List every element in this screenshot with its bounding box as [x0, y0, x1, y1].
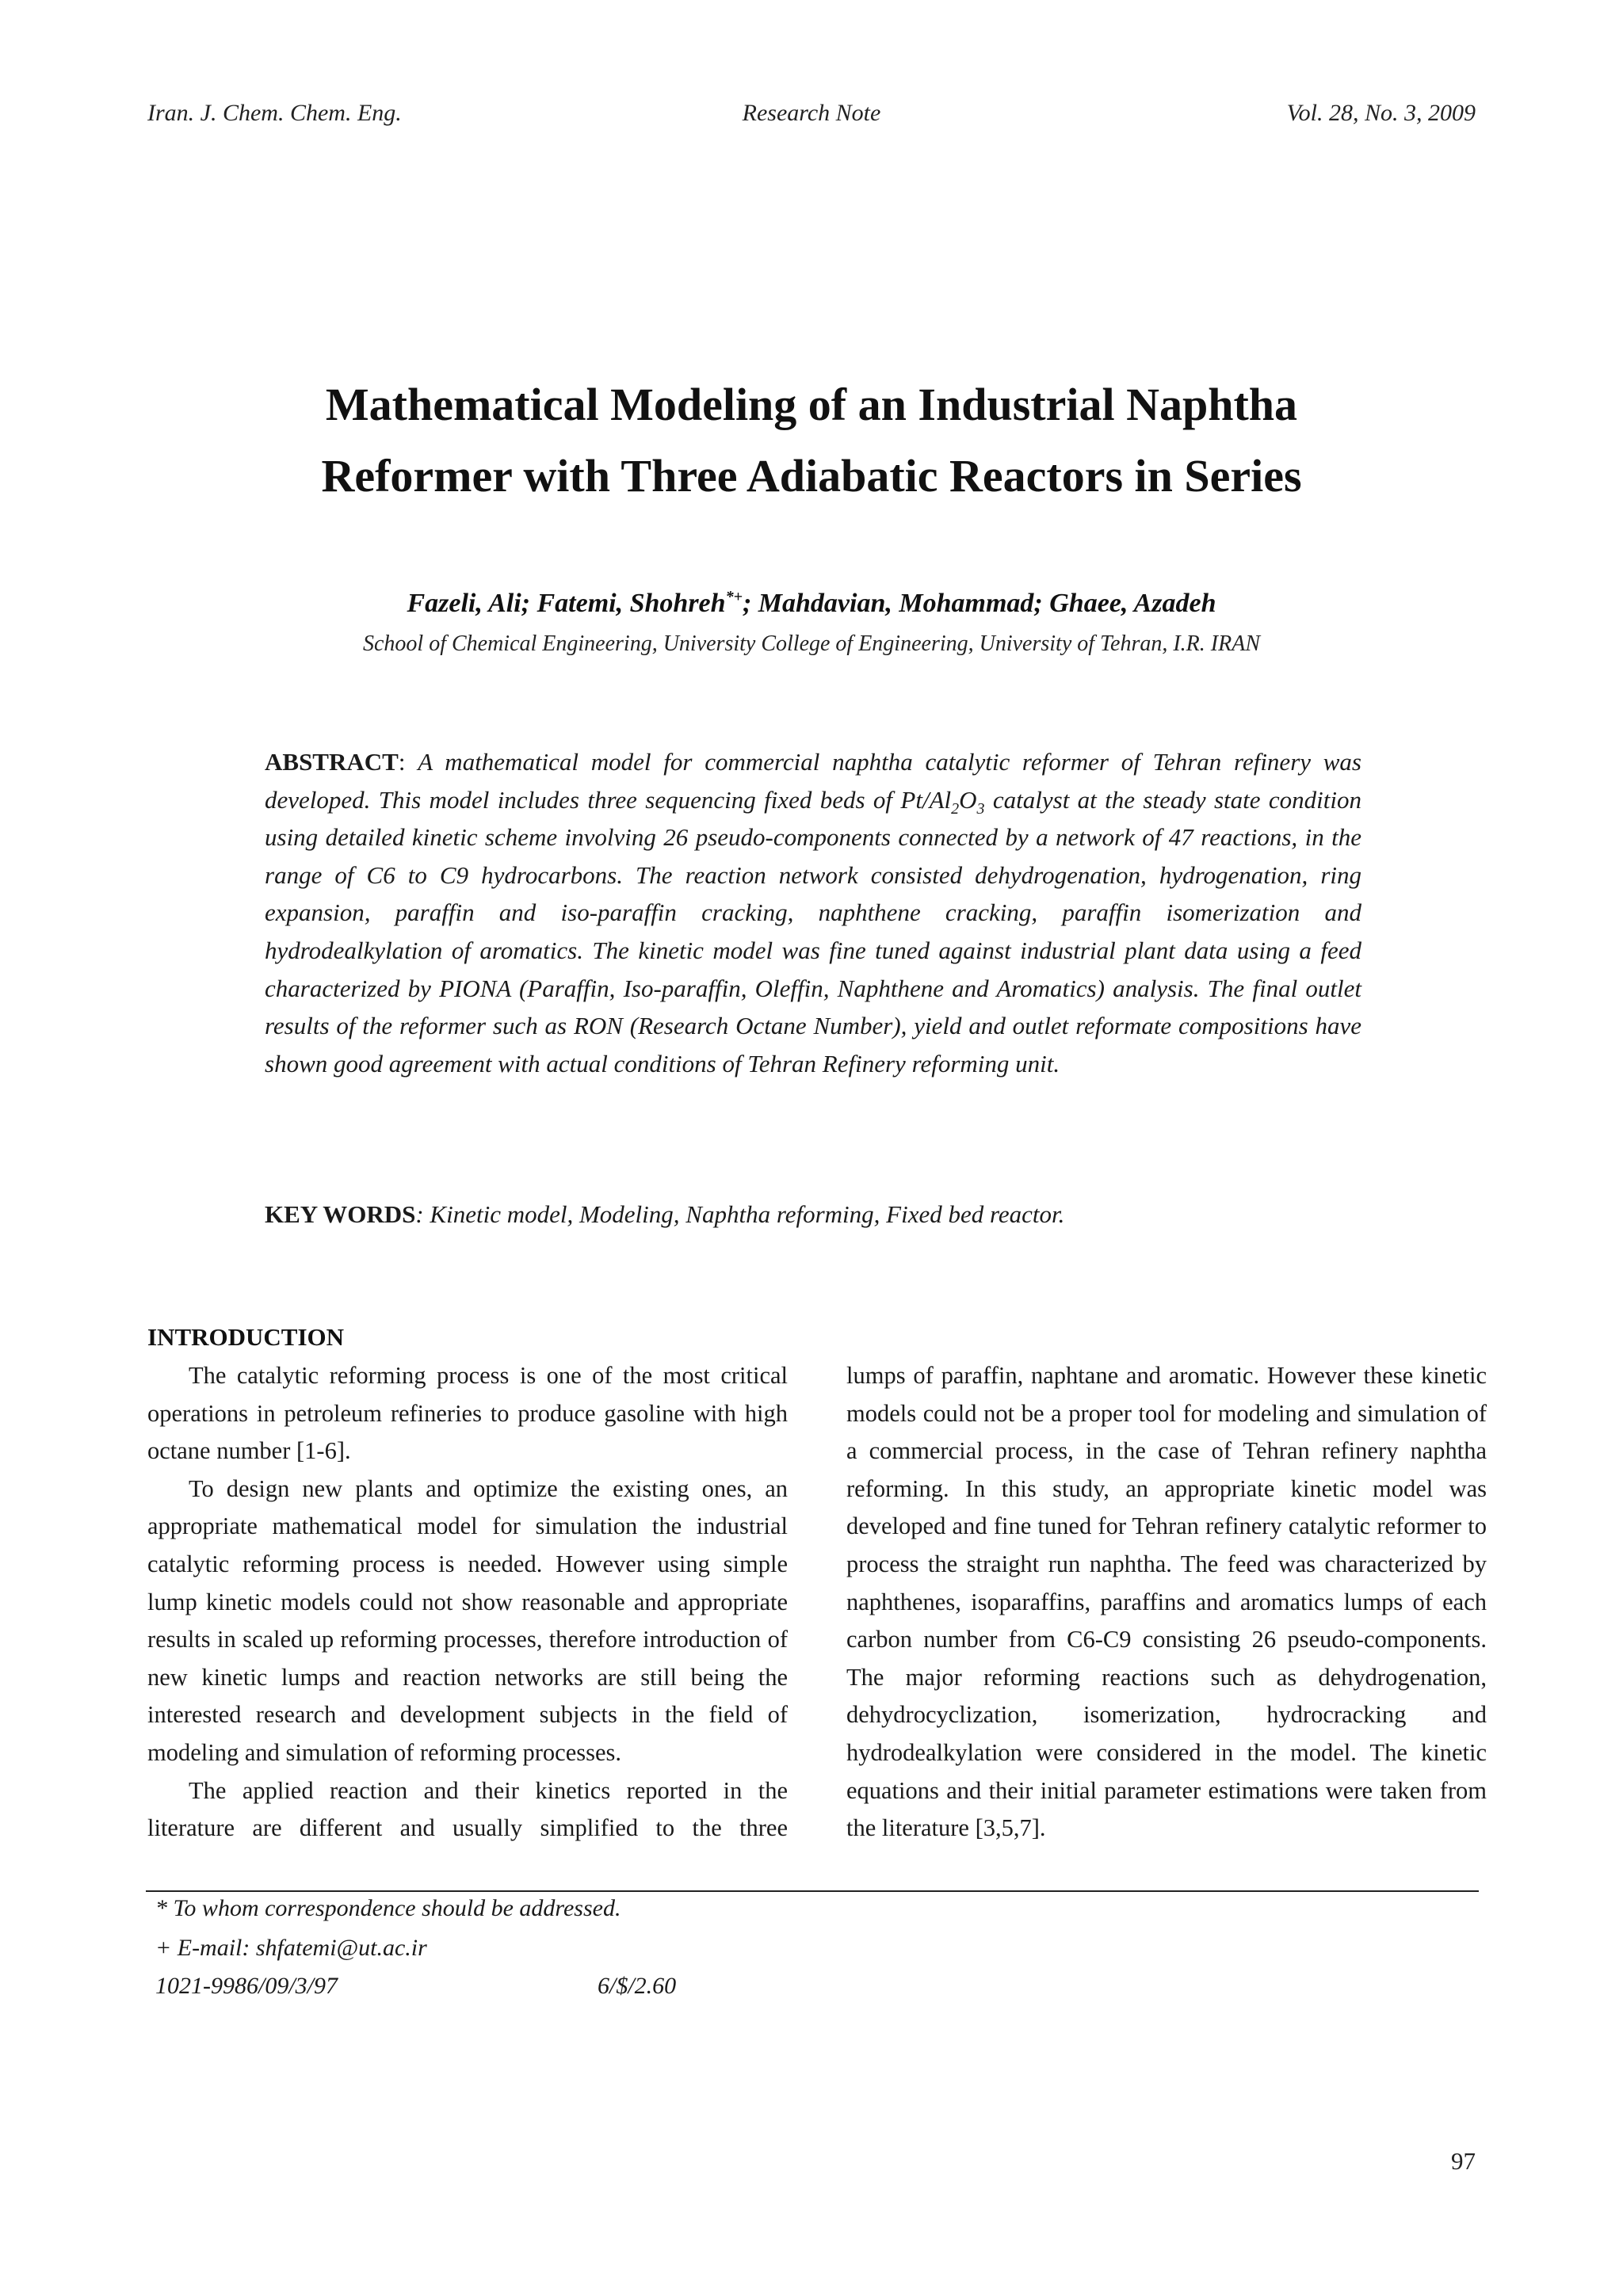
keywords-label: KEY WORDS: [265, 1200, 416, 1228]
keywords: [265, 1199, 1361, 1230]
title-line-1: Mathematical Modeling of an Industrial Naphtha: [325, 379, 1298, 430]
footnote-correspondence: * To whom correspondence should be addressed.: [155, 1895, 621, 1921]
page-number: 97: [1451, 2147, 1476, 2175]
footnote-code: 1021-9986/09/3/97: [155, 1973, 338, 1999]
abstract: ABSTRACT: A mathematical model for commercial naphtha catalytic reformer of Tehran refinery was developed. This model includes three sequencing fixed beds of $Pt/Al_2O_3$ catalyst at the steady state condition using detailed kinetic scheme involving 26 pseudo-components connected by a network of 47 reactions, in the range of C6 to C9 hydrocarbons. The reaction network consisted dehydrogenation, hydrogenation, ring expansion, paraffin and iso-paraffin cracking, naphthene cracking, paraffin isomerization and hydrodealkylation of aromatics. The kinetic model was fine tuned against industrial plant data using a feed characterized by PIONA (Paraffin, Iso-paraffin, Oleffin, Naphthene and Aromatics) analysis. The final outlet results of the reformer such as RON (Research Octane Number), yield and outlet reformate compositions have shown good agreement with actual conditions of Tehran Refinery reforming unit.: [265, 748, 1361, 1077]
footnote-price: 6/$/2.60: [598, 1973, 677, 1999]
title-line-2: Reformer with Three Adiabatic Reactors in Series: [321, 450, 1302, 502]
intro-paragraph-2: To design new plants and optimize the existing ones, an appropriate mathematical model for simulation the industrial catalytic reforming process is needed. However using simple lump kinetic models could not show reasonable and appropriate results in scaled up reforming processes, therefore introduction of new kinetic lumps and reaction networks are still being the interested research and development subjects in the field of modeling and simulation of reforming processes.: [147, 1474, 788, 1766]
abstract-label: ABSTRACT: [265, 748, 399, 776]
abstract-subscript-2: 3: [976, 799, 985, 818]
volume-info: Vol. 28, No. 3, 2009: [1286, 100, 1476, 126]
right-column: [846, 1357, 1487, 1848]
author-list: [0, 588, 1623, 620]
affiliation: School of Chemical Engineering, University College of Engineering, University of Tehran, I.R. IRAN: [362, 631, 1260, 656]
authors-part-1: Fazeli, Ali; Fatemi, Shohreh: [407, 589, 726, 618]
intro-paragraph-continued: lumps of paraffin, naphtane and aromatic. However these kinetic models could not be a proper tool for modeling and simulation of a commercial process, in the case of Tehran refinery naphtha reforming. In this study, an appropriate kinetic model was developed and fine tuned for Tehran refinery catalytic reformer to process the straight run naphtha. The feed was characterized by naphthenes, isoparaffins, paraffins and aromatics lumps of each carbon number from C6-C9 consisting 26 pseudo-components. The major reforming reactions such as dehydrogenation, dehydrocyclization, isomerization, hydrocracking and hydrodealkylation were considered in the model. The kinetic equations and their initial parameter estimations were taken from the literature [3,5,7].: [846, 1362, 1487, 1842]
intro-paragraph-1: The catalytic reforming process is one of the most critical operations in petroleum refineries to produce gasoline with high octane number [1-6].: [147, 1362, 788, 1465]
left-column: [147, 1357, 788, 1848]
intro-paragraph-3: The applied reaction and their kinetics reported in the literature are different and usually simplified to the three: [147, 1776, 788, 1842]
journal-name: Iran. J. Chem. Chem. Eng.: [147, 100, 402, 126]
abstract-text-3: catalyst at the steady state condition using detailed kinetic scheme involving 26 pseudo-components connected by a network of 47 reactions, in the range of C6 to C9 hydrocarbons. The reaction network consisted dehydrogenation, hydrogenation, ring expansion, paraffin and iso-paraffin cracking, naphthene cracking, paraffin isomerization and hydrodealkylation of aromatics. The kinetic model was fine tuned against industrial plant data using a feed characterized by PIONA (Paraffin, Iso-paraffin, Oleffin, Naphthene and Aromatics) analysis. The final outlet results of the reformer such as RON (Research Octane Number), yield and outlet reformate compositions have shown good agreement with actual conditions of Tehran Refinery reforming unit.: [265, 785, 1361, 1077]
corresponding-marker: *+: [725, 588, 743, 606]
paper-title: [0, 369, 1623, 512]
keywords-text: : Kinetic model, Modeling, Naphtha reforming, Fixed bed reactor.: [415, 1200, 1065, 1228]
footnote-email: + E-mail: shfatemi@ut.ac.ir: [155, 1935, 427, 1961]
footnote-divider: [146, 1890, 1479, 1892]
section-type: Research Note: [742, 100, 881, 126]
abstract-text-2: O: [959, 785, 977, 814]
abstract-subscript-1: 2: [951, 799, 960, 818]
section-heading-introduction: INTRODUCTION: [147, 1323, 345, 1351]
authors-part-2: ; Mahdavian, Mohammad; Ghaee, Azadeh: [742, 589, 1216, 618]
abstract-text-1: A mathematical model for commercial naphtha catalytic reformer of Tehran refinery was developed. This model includes three sequencing fixed beds of Pt/Al: [265, 748, 1361, 814]
